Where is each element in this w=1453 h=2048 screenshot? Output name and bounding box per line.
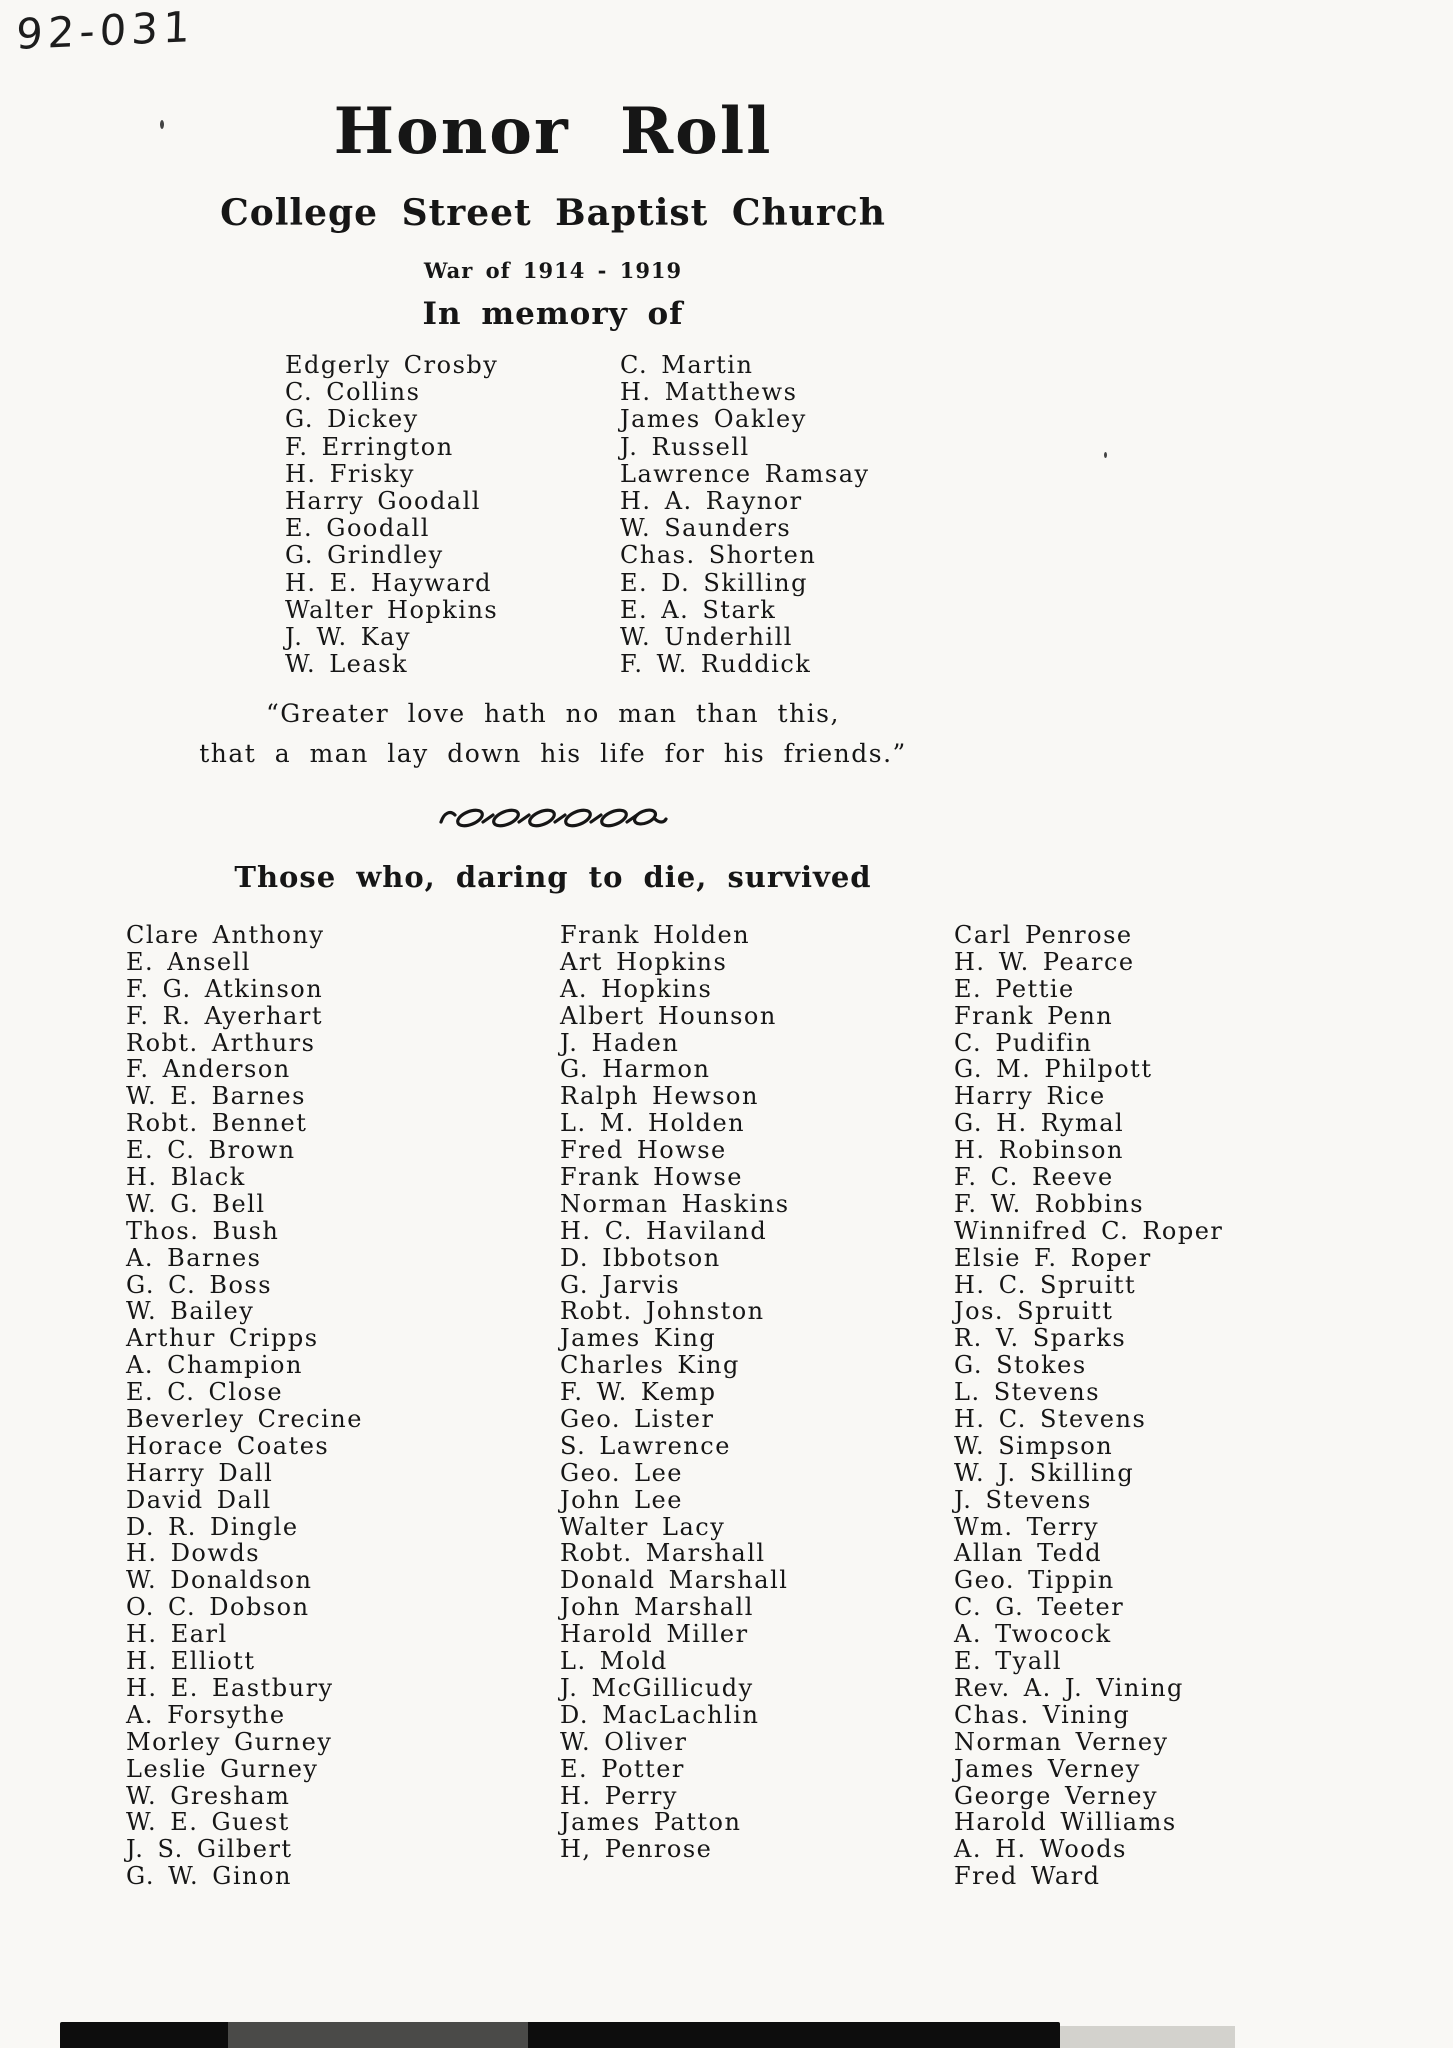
- survivor-name: Clare Anthony: [126, 921, 325, 949]
- ornament-divider-icon: [438, 804, 668, 836]
- survivor-name: A. Hopkins: [560, 974, 713, 1003]
- survivor-name: E. C. Brown: [126, 1136, 296, 1165]
- memorial-name: H. A. Raynor: [620, 486, 803, 515]
- survivor-name: Arthur Cripps: [126, 1324, 319, 1353]
- survivor-name: James Verney: [954, 1754, 1141, 1783]
- survivor-name: H. E. Eastbury: [126, 1673, 334, 1702]
- survivor-name: W. Bailey: [126, 1297, 255, 1326]
- survivor-name: E. C. Close: [126, 1378, 284, 1407]
- survivor-name: L. M. Holden: [560, 1109, 746, 1138]
- survivor-name: Jos. Spruitt: [954, 1297, 1114, 1326]
- survivor-name: Fred Howse: [560, 1136, 727, 1165]
- survivor-name: Wm. Terry: [954, 1512, 1100, 1541]
- church-name: College Street Baptist Church: [220, 192, 886, 234]
- survivor-name: Geo. Lee: [560, 1458, 684, 1487]
- survivor-name: Robt. Johnston: [560, 1297, 765, 1326]
- survivor-name: S. Lawrence: [560, 1431, 731, 1460]
- survivor-name: A. Champion: [126, 1351, 303, 1380]
- survivor-name: W. G. Bell: [126, 1189, 266, 1218]
- memorial-name: Walter Hopkins: [285, 595, 499, 624]
- survivor-name: G. M. Philpott: [954, 1055, 1153, 1084]
- survivor-name: D. Ibbotson: [560, 1243, 721, 1272]
- survivor-name: C. Pudifin: [954, 1028, 1093, 1057]
- survivor-name: Norman Haskins: [560, 1189, 790, 1218]
- survivor-name: Allan Tedd: [954, 1539, 1103, 1568]
- survivors-heading: Those who, daring to die, survived: [234, 860, 872, 894]
- memorial-name: W. Underhill: [620, 622, 793, 651]
- survivor-name: J. McGillicudy: [560, 1673, 754, 1702]
- survivor-name: James King: [560, 1324, 717, 1353]
- memorial-name: W. Leask: [285, 650, 409, 679]
- scan-artifact-bar-gray: [228, 2022, 528, 2048]
- survivor-name: Ralph Hewson: [560, 1082, 759, 1111]
- survivor-name: Frank Howse: [560, 1163, 744, 1192]
- memorial-name: H. Frisky: [285, 459, 415, 488]
- survivor-name: Robt. Bennet: [126, 1109, 308, 1138]
- survivor-name: G. C. Boss: [126, 1270, 273, 1299]
- survivor-name: H. Perry: [560, 1781, 678, 1810]
- survivor-name: A. Forsythe: [126, 1700, 286, 1729]
- survivor-name: George Verney: [954, 1781, 1159, 1810]
- survivor-name: E. Potter: [560, 1754, 685, 1783]
- survivor-name: Carl Penrose: [954, 921, 1133, 949]
- memorial-name: E. D. Skilling: [620, 568, 808, 597]
- survivor-name: Beverley Crecine: [126, 1405, 363, 1434]
- survivor-name: Charles King: [560, 1351, 740, 1380]
- survivor-name: W. E. Barnes: [126, 1082, 306, 1111]
- survivor-name: Harry Rice: [954, 1082, 1106, 1111]
- memorial-name: H. Matthews: [620, 378, 798, 407]
- survivor-name: Robt. Marshall: [560, 1539, 766, 1568]
- survivor-name: Art Hopkins: [560, 947, 728, 976]
- memorial-column-2: [620, 352, 950, 678]
- survivor-name: J. Stevens: [954, 1485, 1092, 1514]
- survivor-name: H. C. Spruitt: [954, 1270, 1137, 1299]
- survivor-name: E. Ansell: [126, 947, 251, 976]
- survivor-name: John Marshall: [560, 1593, 754, 1622]
- survivor-name: L. Mold: [560, 1647, 668, 1676]
- survivor-name: Elsie F. Roper: [954, 1243, 1152, 1272]
- memorial-name: Harry Goodall: [285, 486, 481, 515]
- survivor-name: D. R. Dingle: [126, 1512, 299, 1541]
- survivor-name: C. G. Teeter: [954, 1593, 1125, 1622]
- survivor-name: Geo. Lister: [560, 1405, 715, 1434]
- survivor-name: E. Tyall: [954, 1647, 1063, 1676]
- memorial-name: James Oakley: [620, 405, 807, 434]
- survivor-name: H. Robinson: [954, 1136, 1124, 1165]
- survivor-name: Fred Ward: [954, 1862, 1101, 1891]
- survivor-name: Leslie Gurney: [126, 1754, 319, 1783]
- memorial-name: C. Collins: [285, 378, 421, 407]
- in-memory-heading: In memory of: [422, 296, 684, 332]
- survivor-name: O. C. Dobson: [126, 1593, 310, 1622]
- survivor-name: Robt. Arthurs: [126, 1028, 316, 1057]
- scripture-quote-line-2: that a man lay down his life for his friends.”: [199, 739, 907, 768]
- survivor-name: W. E. Guest: [126, 1808, 290, 1837]
- survivor-name: E. Pettie: [954, 974, 1075, 1003]
- memorial-name: W. Saunders: [620, 514, 792, 543]
- scan-artifact-bar: [60, 2022, 1060, 2048]
- survivor-name: G. Harmon: [560, 1055, 711, 1084]
- survivor-name: H. Dowds: [126, 1539, 261, 1568]
- survivor-name: Harold Miller: [560, 1620, 749, 1649]
- memorial-name: G. Dickey: [285, 405, 419, 434]
- survivor-name: James Patton: [560, 1808, 742, 1837]
- survivor-name: Albert Hounson: [560, 1001, 777, 1030]
- survivor-name: W. Oliver: [560, 1727, 688, 1756]
- survivor-name: H. W. Pearce: [954, 947, 1135, 976]
- survivor-name: H. Elliott: [126, 1647, 256, 1676]
- memorial-name: H. E. Hayward: [285, 568, 492, 597]
- survivor-name: A. H. Woods: [954, 1835, 1127, 1864]
- survivor-name: John Lee: [560, 1485, 683, 1514]
- survivor-name: Frank Holden: [560, 921, 751, 949]
- scan-artifact-bar-tail: [1060, 2026, 1235, 2048]
- survivor-name: L. Stevens: [954, 1378, 1101, 1407]
- survivor-name: A. Barnes: [126, 1243, 262, 1272]
- survivor-name: Morley Gurney: [126, 1727, 333, 1756]
- memorial-name: F. W. Ruddick: [620, 650, 812, 679]
- survivor-name: Horace Coates: [126, 1431, 330, 1460]
- survivor-name: Thos. Bush: [126, 1216, 280, 1245]
- survivor-name: F. Anderson: [126, 1055, 291, 1084]
- memorial-name: Chas. Shorten: [620, 541, 817, 570]
- scan-speck: [1104, 452, 1107, 458]
- survivor-name: Norman Verney: [954, 1727, 1169, 1756]
- survivor-name: J. S. Gilbert: [126, 1835, 293, 1864]
- survivor-name: W. Simpson: [954, 1431, 1114, 1460]
- survivor-name: W. Gresham: [126, 1781, 291, 1810]
- survivors-column-1: [126, 922, 526, 1890]
- survivor-name: G. H. Rymal: [954, 1109, 1125, 1138]
- memorial-name: E. Goodall: [285, 514, 430, 543]
- memorial-name: J. W. Kay: [285, 622, 412, 651]
- memorial-column-1: [285, 352, 615, 678]
- survivor-name: Winnifred C. Roper: [954, 1216, 1224, 1245]
- memorial-name: Lawrence Ramsay: [620, 459, 870, 488]
- memorial-name: C. Martin: [620, 351, 754, 379]
- survivor-name: W. J. Skilling: [954, 1458, 1135, 1487]
- survivor-name: G. Jarvis: [560, 1270, 681, 1299]
- survivor-name: Rev. A. J. Vining: [954, 1673, 1184, 1702]
- survivor-name: Geo. Tippin: [954, 1566, 1115, 1595]
- survivor-name: F. C. Reeve: [954, 1163, 1114, 1192]
- survivors-column-3: [954, 922, 1374, 1890]
- survivor-name: G. Stokes: [954, 1351, 1087, 1380]
- survivor-name: Harold Williams: [954, 1808, 1177, 1837]
- survivor-name: Frank Penn: [954, 1001, 1114, 1030]
- survivor-name: G. W. Ginon: [126, 1862, 293, 1891]
- survivor-name: J. Haden: [560, 1028, 680, 1057]
- page-title: Honor Roll: [333, 94, 773, 169]
- scripture-quote: [0, 694, 1106, 774]
- scripture-quote-line-1: “Greater love hath no man than this,: [266, 699, 840, 728]
- survivor-name: F. W. Kemp: [560, 1378, 717, 1407]
- survivor-name: H, Penrose: [560, 1835, 713, 1864]
- survivor-name: W. Donaldson: [126, 1566, 313, 1595]
- memorial-name: E. A. Stark: [620, 595, 777, 624]
- survivor-name: David Dall: [126, 1485, 272, 1514]
- survivor-name: H. C. Stevens: [954, 1405, 1147, 1434]
- survivor-name: F. W. Robbins: [954, 1189, 1145, 1218]
- survivor-name: H. C. Haviland: [560, 1216, 768, 1245]
- memorial-name: J. Russell: [620, 432, 750, 461]
- survivor-name: H. Black: [126, 1163, 246, 1192]
- survivor-name: Donald Marshall: [560, 1566, 789, 1595]
- memorial-name: Edgerly Crosby: [285, 351, 499, 379]
- survivor-name: Chas. Vining: [954, 1700, 1131, 1729]
- survivors-column-2: [560, 922, 940, 1863]
- survivor-name: H. Earl: [126, 1620, 228, 1649]
- scan-speck: [160, 120, 164, 129]
- survivor-name: D. MacLachlin: [560, 1700, 760, 1729]
- survivor-name: R. V. Sparks: [954, 1324, 1127, 1353]
- survivor-name: A. Twocock: [954, 1620, 1112, 1649]
- memorial-name: G. Grindley: [285, 541, 444, 570]
- survivor-name: F. R. Ayerhart: [126, 1001, 323, 1030]
- memorial-name: F. Errington: [285, 432, 454, 461]
- war-dates: War of 1914 - 1919: [423, 258, 683, 283]
- survivor-name: Walter Lacy: [560, 1512, 726, 1541]
- survivor-name: F. G. Atkinson: [126, 974, 324, 1003]
- survivor-name: Harry Dall: [126, 1458, 274, 1487]
- handwritten-catalog-number: 92-031: [15, 2, 196, 59]
